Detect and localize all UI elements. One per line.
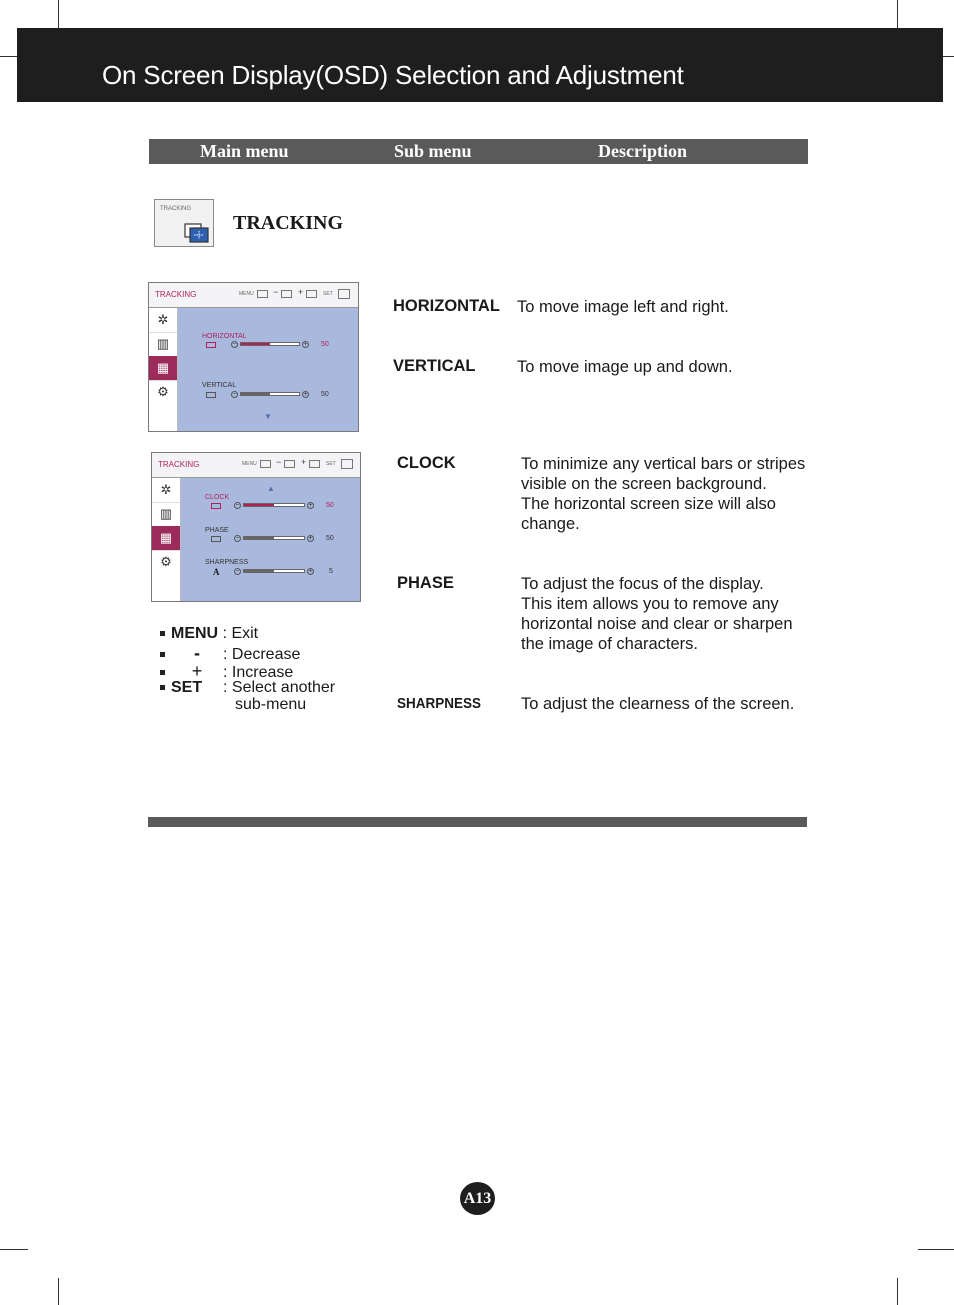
term-horizontal: HORIZONTAL bbox=[393, 297, 500, 315]
osd-topbar bbox=[149, 283, 358, 308]
sharpness-slider bbox=[243, 569, 305, 573]
desc-line: This item allows you to remove any bbox=[521, 595, 779, 613]
osd-minus-key-icon bbox=[281, 290, 292, 298]
legend-key: SET bbox=[171, 679, 203, 696]
osd-set-label: SET bbox=[326, 461, 336, 467]
crop-mark bbox=[58, 0, 59, 28]
page-number-badge: A13 bbox=[460, 1182, 495, 1215]
osd-item-value: 5 bbox=[329, 568, 333, 575]
sharpness-icon: A bbox=[213, 567, 220, 577]
term-vertical: VERTICAL bbox=[393, 357, 476, 375]
bullet-icon bbox=[160, 652, 165, 657]
osd-content bbox=[178, 308, 358, 431]
osd-set-label: SET bbox=[323, 291, 333, 297]
legend-key: + bbox=[191, 661, 203, 681]
monitor-tracking-icon bbox=[183, 222, 211, 244]
osd-panel-clock-phase-sharpness bbox=[151, 452, 361, 602]
setup-gear-icon: ⚙ bbox=[160, 554, 172, 569]
desc-clock bbox=[521, 454, 805, 534]
legend-menu bbox=[160, 625, 258, 643]
bullet-icon bbox=[160, 631, 165, 636]
horizontal-slider bbox=[240, 342, 300, 346]
clock-slider bbox=[243, 503, 305, 507]
decrease-icon: − bbox=[232, 391, 237, 398]
increase-icon: + bbox=[308, 502, 313, 509]
osd-item-label: VERTICAL bbox=[202, 382, 237, 389]
osd-minus-key-icon bbox=[284, 460, 295, 468]
column-main-menu: Main menu bbox=[200, 141, 289, 161]
osd-panel-horizontal-vertical bbox=[148, 282, 359, 432]
tracking-heading: TRACKING bbox=[233, 212, 344, 234]
desc-line: the image of characters. bbox=[521, 635, 699, 653]
osd-sidebar bbox=[149, 308, 178, 431]
legend-key: - bbox=[194, 643, 200, 663]
osd-plus-key: + bbox=[298, 287, 304, 297]
term-clock: CLOCK bbox=[397, 454, 456, 472]
osd-minus-key: − bbox=[276, 457, 282, 467]
legend-text: : Increase bbox=[223, 664, 294, 681]
crop-mark bbox=[58, 1278, 59, 1305]
desc-horizontal: To move image left and right. bbox=[517, 298, 729, 316]
brightness-icon: ✲ bbox=[149, 308, 177, 333]
phase-icon bbox=[211, 536, 221, 542]
osd-item-value: 50 bbox=[326, 535, 334, 542]
osd-plus-key: + bbox=[301, 457, 307, 467]
desc-line: change. bbox=[521, 515, 580, 533]
bottom-divider-bar bbox=[148, 817, 807, 827]
osd-plus-key-icon bbox=[309, 460, 320, 468]
osd-set-key-icon bbox=[338, 289, 350, 299]
osd-content bbox=[181, 478, 360, 601]
scroll-up-icon: ▲ bbox=[267, 484, 275, 493]
tracking-icon-label: TRACKING bbox=[160, 206, 192, 212]
osd-menu-label: MENU bbox=[242, 461, 257, 467]
increase-icon: + bbox=[308, 568, 313, 575]
desc-line: The horizontal screen size will also bbox=[521, 495, 776, 513]
crop-mark bbox=[918, 1249, 954, 1250]
decrease-icon: − bbox=[235, 568, 240, 575]
bullet-icon bbox=[160, 670, 165, 675]
tracking-icon: ▦ bbox=[152, 526, 180, 551]
desc-line: To adjust the focus of the display. bbox=[521, 575, 764, 593]
legend-key: MENU bbox=[171, 625, 219, 642]
crop-mark bbox=[897, 0, 898, 28]
osd-title: TRACKING bbox=[158, 460, 200, 469]
desc-sharpness: To adjust the clearness of the screen. bbox=[521, 695, 795, 713]
osd-menu-key-icon bbox=[257, 290, 268, 298]
bullet-icon bbox=[160, 685, 165, 690]
legend-text: : Select another bbox=[223, 679, 336, 696]
desc-line: To minimize any vertical bars or stripes bbox=[521, 455, 806, 473]
increase-icon: + bbox=[303, 391, 308, 398]
page-title: On Screen Display(OSD) Selection and Adjustment bbox=[102, 60, 684, 90]
color-icon: ▥ bbox=[152, 502, 180, 527]
osd-set-key-icon bbox=[341, 459, 353, 469]
desc-line: horizontal noise and clear or sharpen bbox=[521, 615, 793, 633]
legend-set-continued: sub-menu bbox=[235, 696, 307, 713]
term-phase: PHASE bbox=[397, 574, 454, 592]
setup-gear-icon: ⚙ bbox=[157, 384, 169, 399]
tracking-icon: ▦ bbox=[149, 356, 177, 381]
vertical-slider bbox=[240, 392, 300, 396]
decrease-icon: − bbox=[232, 341, 237, 348]
osd-topbar bbox=[152, 453, 360, 478]
horizontal-icon bbox=[206, 342, 216, 348]
term-sharpness: SHARPNESS bbox=[397, 695, 482, 712]
osd-sidebar bbox=[152, 478, 181, 601]
column-description: Description bbox=[598, 141, 687, 161]
desc-phase bbox=[521, 574, 793, 654]
phase-slider bbox=[243, 536, 305, 540]
clock-icon bbox=[211, 503, 221, 509]
osd-menu-label: MENU bbox=[239, 291, 254, 297]
increase-icon: + bbox=[308, 535, 313, 542]
osd-minus-key: − bbox=[273, 287, 279, 297]
crop-mark bbox=[0, 56, 17, 57]
osd-item-label: PHASE bbox=[205, 527, 229, 534]
decrease-icon: − bbox=[235, 502, 240, 509]
color-icon: ▥ bbox=[149, 332, 177, 357]
crop-mark bbox=[0, 1249, 28, 1250]
tracking-menu-icon bbox=[154, 199, 214, 247]
vertical-icon bbox=[206, 392, 216, 398]
osd-title: TRACKING bbox=[155, 290, 197, 299]
osd-menu-key-icon bbox=[260, 460, 271, 468]
crop-mark bbox=[897, 1278, 898, 1305]
desc-line: visible on the screen background. bbox=[521, 475, 767, 493]
scroll-down-icon: ▼ bbox=[264, 412, 272, 421]
legend-text: : Exit bbox=[222, 625, 259, 642]
increase-icon: + bbox=[303, 341, 308, 348]
osd-item-value: 50 bbox=[321, 341, 329, 348]
legend-set bbox=[160, 679, 335, 697]
osd-item-value: 50 bbox=[321, 391, 329, 398]
decrease-icon: − bbox=[235, 535, 240, 542]
osd-plus-key-icon bbox=[306, 290, 317, 298]
osd-item-value: 50 bbox=[326, 502, 334, 509]
osd-item-label: SHARPNESS bbox=[205, 559, 249, 566]
legend-text: : Decrease bbox=[223, 646, 301, 663]
osd-item-label: HORIZONTAL bbox=[202, 333, 247, 340]
osd-item-label: CLOCK bbox=[205, 494, 230, 501]
column-sub-menu: Sub menu bbox=[394, 141, 472, 161]
brightness-icon: ✲ bbox=[152, 478, 180, 503]
desc-vertical: To move image up and down. bbox=[517, 358, 733, 376]
